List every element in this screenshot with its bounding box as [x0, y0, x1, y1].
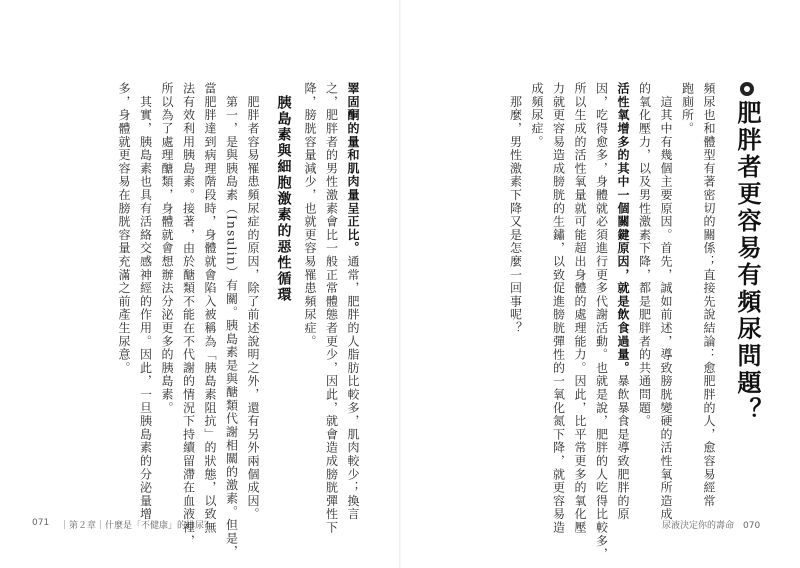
- text-column: 頻尿也和體型有著密切的關係；直接先說結論：愈肥胖的人，愈容易經常: [702, 82, 716, 508]
- text-column: 其實，胰島素也具有活絡交感神經的作用。因此，一旦胰島素的分泌量增: [138, 82, 153, 521]
- column-text: 暴飲暴食是導致肥胖的原: [616, 374, 630, 521]
- text-column: 所以為了處理醣類，身體就會想辦法分泌更多的胰島素。: [160, 82, 174, 415]
- column-text: 通常，肥胖的人脂肪比較多，肌肉較少；換言: [346, 254, 360, 521]
- text-column: 多，身體就更容易在膀胱容量充滿之前產生尿意。: [117, 82, 131, 375]
- text-column: 這其中有幾個主要原因。首先，誠如前述，導致膀胱變硬的活性氧所造成: [659, 82, 673, 521]
- text-column: [614, 82, 631, 521]
- text-column: 第一，是與胰島素（Insulin）有關。胰島素是與醣類代謝相關的激素。但是，: [224, 82, 239, 559]
- right-page: [400, 0, 800, 568]
- text-column: 的氧化壓力，以及男性激素下降，都是肥胖者的共通問題。: [637, 82, 652, 428]
- bold-phrase: 活性氧增多的其中一個關鍵原因，就是飲食過量。: [616, 82, 630, 375]
- text-column: 當肥胖達到病理階段時，身體就會陷入被稱為「胰島素阻抗」的狀態，以致無: [203, 82, 217, 535]
- text-column: 力就更容易造成膀胱的生鏽，以致促進膀胱彈性的一氧化氮下降，就更容易造: [551, 82, 566, 535]
- chapter-footer: ｜第２章｜什麼是「不健康」的排尿？: [60, 521, 214, 531]
- text-column: [344, 82, 361, 521]
- text-column: 法有效利用胰島素。接著，由於醣類不能在不代謝的情況下持續留滯在血液裡，: [181, 82, 196, 548]
- text-column: 跑廁所。: [680, 82, 695, 136]
- page-number-left: 071: [32, 518, 50, 528]
- text-column: 之，肥胖者的男性激素會比一般正常體態者更少，因此，就會造成膀胱彈性下: [324, 82, 339, 535]
- bold-phrase: 睪固酮的量和肌肉量呈正比。: [346, 82, 360, 255]
- text-column: 成頻尿症。: [530, 82, 544, 149]
- text-column: 降，膀胱容量減少，也就更容易罹患頻尿症。: [303, 82, 317, 348]
- text-column: 那麼，男性激素下降又是怎麼一回事呢？: [508, 82, 523, 335]
- section-subheading: 胰島素與細胞激素的惡性循環: [275, 95, 292, 303]
- title-bullet-icon: [740, 82, 754, 96]
- text-column: 因，吃得愈多，身體就必須進行更多代謝活動。也就是說，肥胖的人吃得比較多，: [594, 82, 609, 561]
- page-footer-right: 尿液決定你的壽命 070: [662, 521, 761, 531]
- text-column: 所以生成的活性氧量就可能超出身體的處理能力。因此，比平常更多的氧化壓: [573, 82, 587, 535]
- text-column: 肥胖者容易罹患頻尿症的原因，除了前述說明之外，還有另外兩個成因。: [246, 82, 260, 521]
- section-title: 肥胖者更容易有頻尿問題？: [733, 100, 761, 424]
